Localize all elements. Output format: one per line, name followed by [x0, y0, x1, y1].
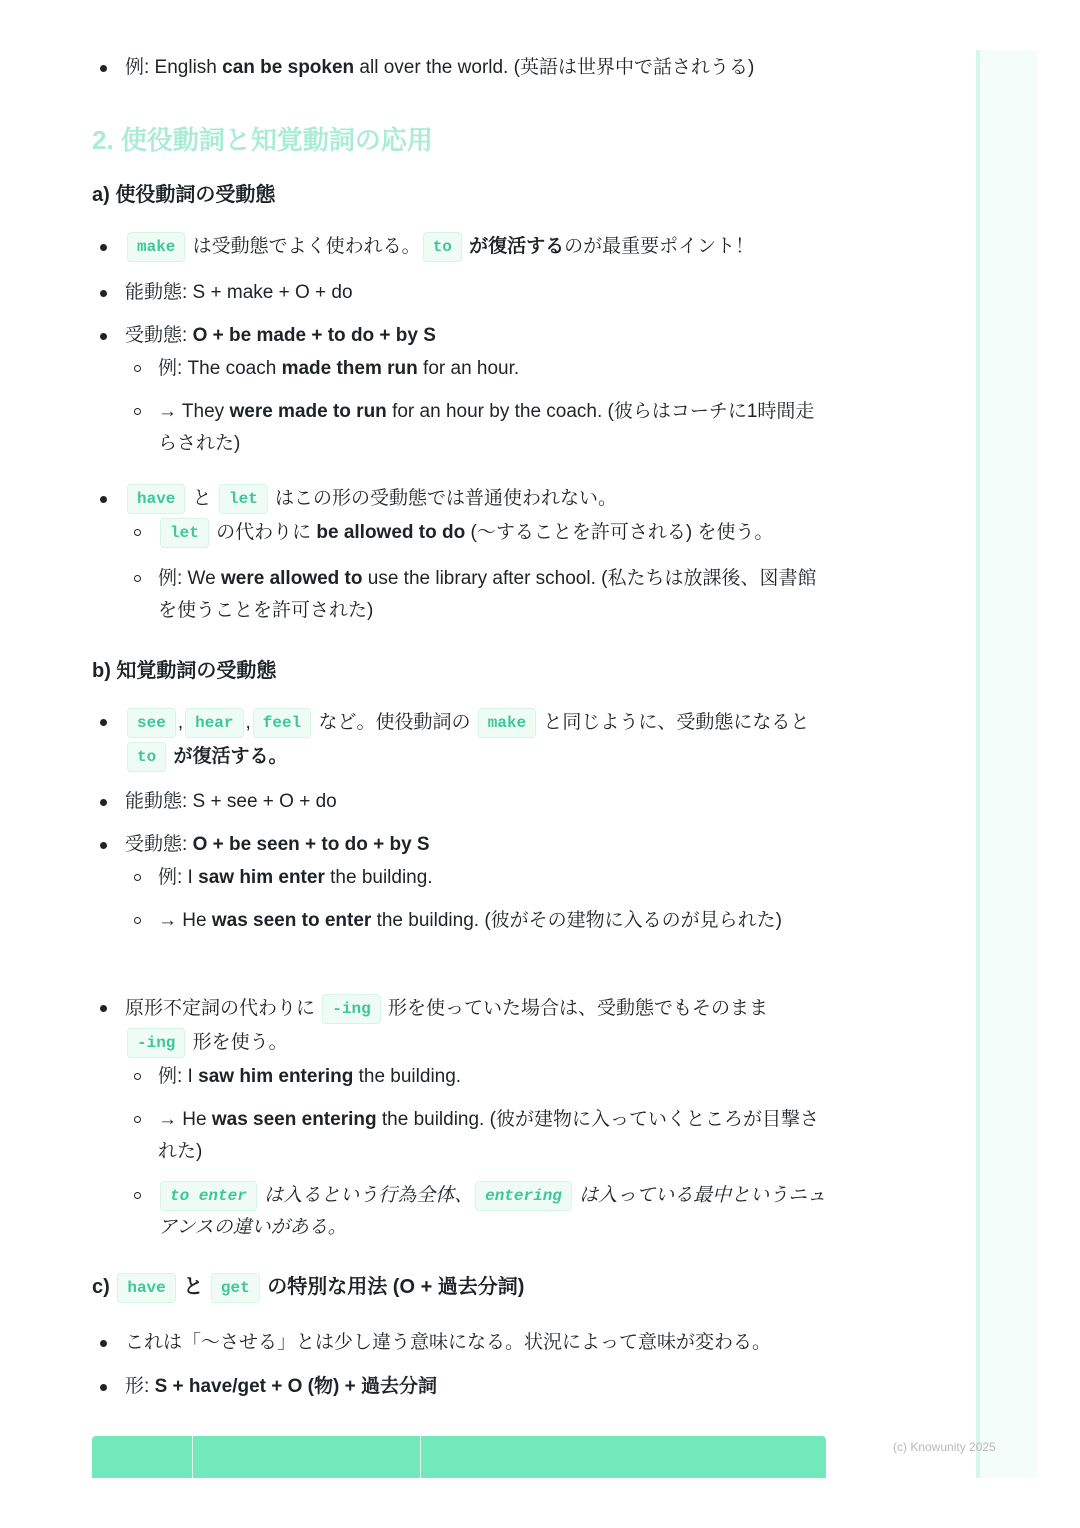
code-chip: feel	[253, 708, 311, 738]
subsection-heading-b: b) 知覚動詞の受動態	[92, 660, 277, 682]
list-item: 受動態: O + be made + to do + by S	[125, 320, 825, 352]
code-chip: get	[211, 1273, 260, 1303]
section-title: 2. 使役動詞と知覚動詞の応用	[92, 125, 433, 155]
code-chip: to	[127, 742, 166, 772]
sub-list-item: 例: We were allowed to use the library after school. (私たちは放課後、図書館を使うことを許可された)	[158, 563, 828, 627]
sub-list-item: 例: I saw him entering the building.	[158, 1061, 828, 1093]
list-item: 形: S + have/get + O (物) + 過去分詞	[125, 1371, 825, 1403]
subsection-heading-a: a) 使役動詞の受動態	[92, 184, 276, 206]
table-header-cell	[421, 1436, 826, 1478]
table-header-cell	[92, 1436, 193, 1478]
code-chip: to	[423, 232, 462, 262]
list-item: 能動態: S + make + O + do	[125, 277, 825, 309]
code-chip: have	[117, 1273, 175, 1303]
list-item: 原形不定詞の代わりに -ing 形を使っていた場合は、受動態でもそのまま -ing 形を使う。	[125, 992, 825, 1060]
table-header-cell	[193, 1436, 421, 1478]
code-chip: -ing	[322, 994, 380, 1024]
code-chip: make	[478, 708, 536, 738]
list-item: 能動態: S + see + O + do	[125, 786, 825, 818]
table-header	[92, 1436, 826, 1478]
sub-list-item: to enter は入るという行為全体、 entering は入っている最中というニュアンスの違いがある。	[158, 1180, 828, 1244]
code-chip: let	[160, 518, 209, 548]
sub-list-item: → He was seen to enter the building. (彼がその建物に入るのが見られた)	[158, 905, 828, 937]
sub-list-item: let の代わりに be allowed to do (〜することを許可される) を使う。	[158, 517, 828, 549]
list-item: 受動態: O + be seen + to do + by S	[125, 829, 825, 861]
code-chip: let	[219, 484, 268, 514]
code-chip: have	[127, 484, 185, 514]
side-panel	[976, 50, 1037, 1478]
list-item: これは「〜させる」とは少し違う意味になる。状況によって意味が変わる。	[125, 1327, 825, 1359]
list-item: see , hear , feel など。使役動詞の make と同じように、受動態になると to が復活する。	[125, 706, 825, 774]
sub-list-item: → He was seen entering the building. (彼が建物に入っていくところが目撃された)	[158, 1104, 828, 1168]
sub-list-item: 例: The coach made them run for an hour.	[158, 353, 828, 385]
copyright: (c) Knowunity 2025	[893, 1440, 996, 1454]
code-chip: -ing	[127, 1028, 185, 1058]
sub-list-item: → They were made to run for an hour by the coach. (彼らはコーチに1時間走らされた)	[158, 396, 828, 460]
code-chip: to enter	[160, 1181, 257, 1211]
code-chip: make	[127, 232, 185, 262]
list-item: have と let はこの形の受動態では普通使われない。	[125, 483, 825, 515]
sub-list-item: 例: I saw him enter the building.	[158, 862, 828, 894]
code-chip: entering	[475, 1181, 572, 1211]
code-chip: see	[127, 708, 176, 738]
list-item: make は受動態でよく使われる。 to が復活するのが最重要ポイント！	[125, 231, 825, 263]
code-chip: hear	[185, 708, 243, 738]
list-item: 例: English can be spoken all over the world. (英語は世界中で話されうる)	[125, 52, 825, 84]
subsection-heading-c: c) have と get の特別な用法 (O + 過去分詞)	[92, 1270, 524, 1303]
